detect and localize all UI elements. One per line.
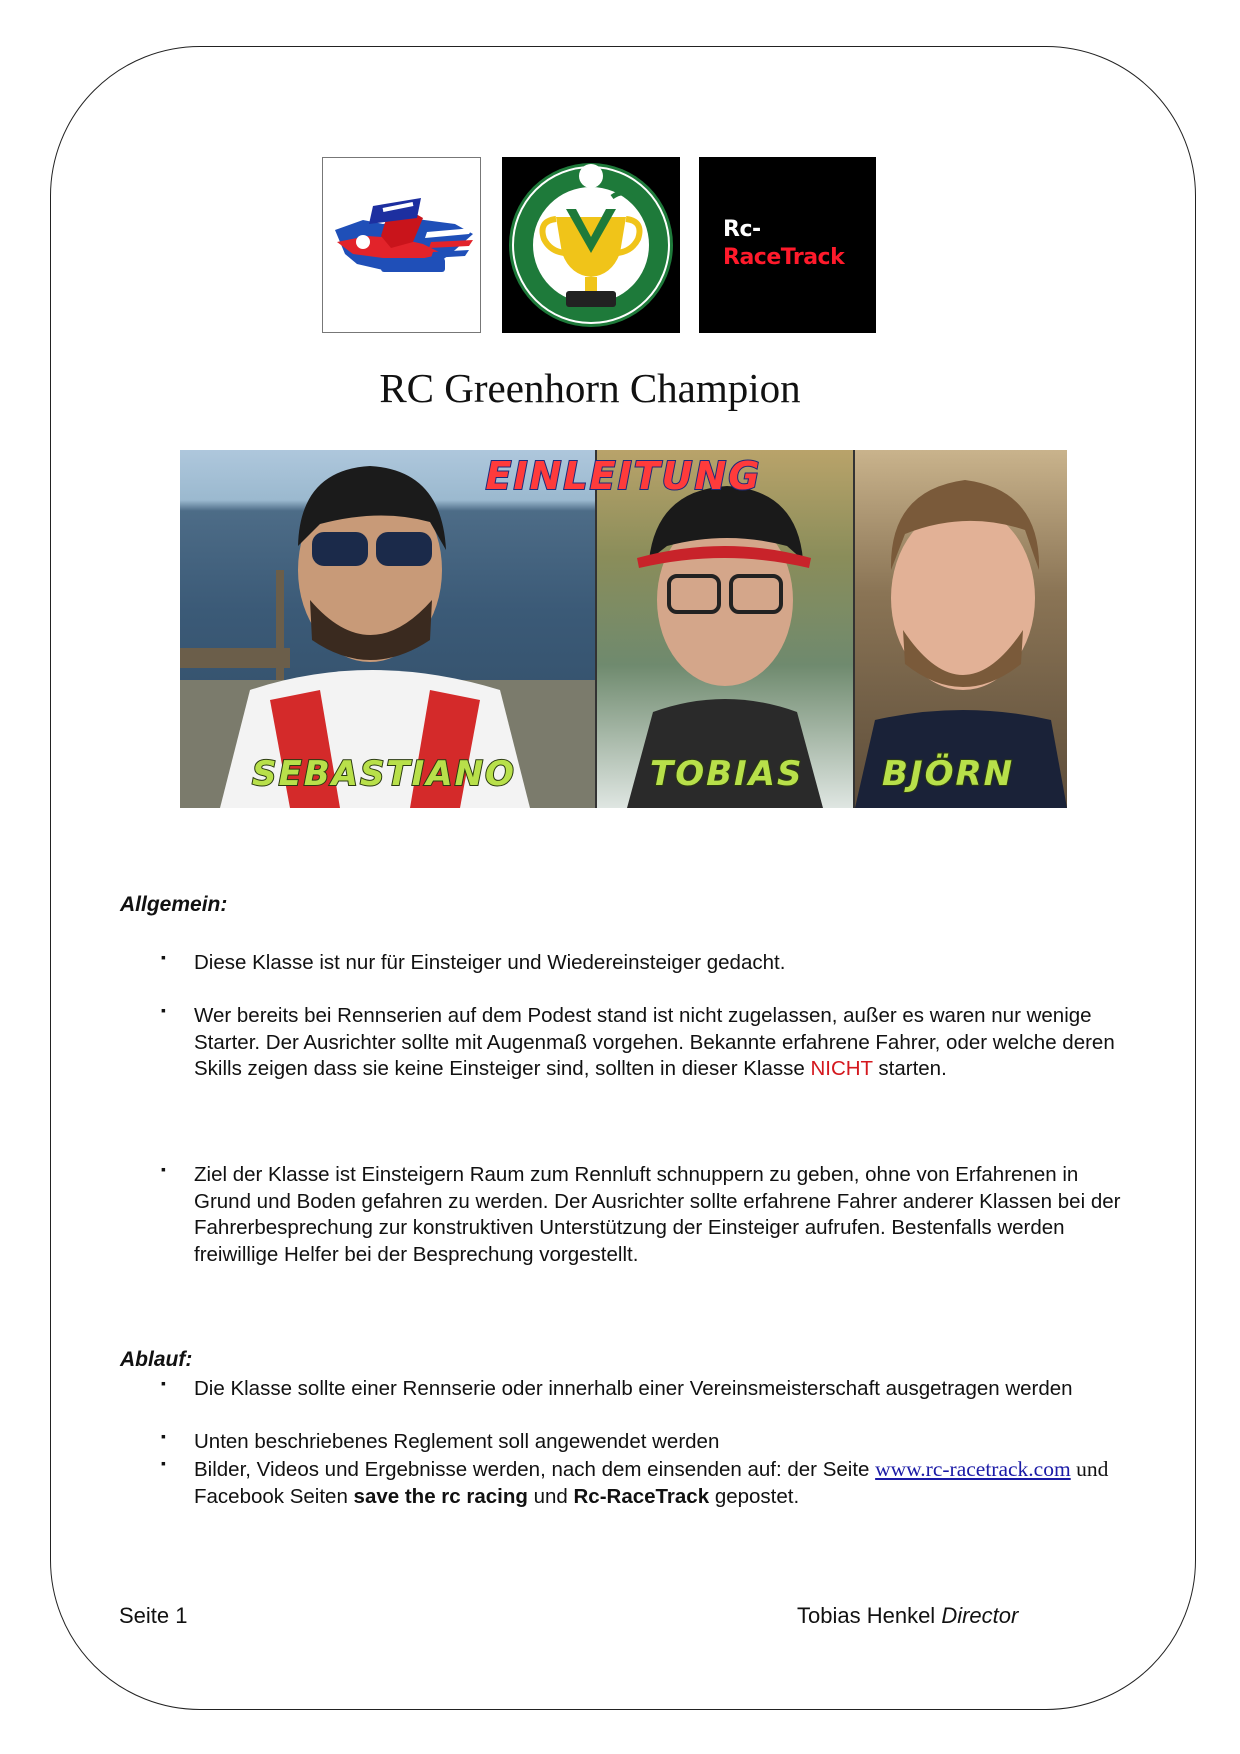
- banner-name-sebastiano: SEBASTIANO: [252, 754, 516, 794]
- rc-greenhorn-champion-trophy-icon: [502, 157, 680, 333]
- save-the-rc-racing-logo: [322, 157, 481, 333]
- list-item-text: Unten beschriebenes Reglement soll angewendet werden: [194, 1430, 720, 1453]
- list-item-text: [194, 1456, 1134, 1510]
- bullet-icon: ▪: [161, 1455, 166, 1471]
- footer-signature: [797, 1603, 1018, 1629]
- list-item-text-part: Bilder, Videos und Ergebnisse werden, nach dem einsenden auf: der Seite: [194, 1458, 876, 1481]
- facebook-page-rc-racetrack: Rc-RaceTrack: [573, 1484, 710, 1508]
- list-item-text: Diese Klasse ist nur für Einsteiger und Wiedereinsteiger gedacht.: [194, 951, 786, 974]
- rc-racetrack-logo-line2: RaceTrack: [723, 245, 845, 270]
- rc-greenhorn-champion-logo: [502, 157, 680, 333]
- list-item-text: Ziel der Klasse ist Einsteigern Raum zum Rennluft schnuppern zu geben, ohne von Erfahrenen in Grund und Boden gefahren zu werden. Der Ausrichter sollte erfahrene Fahrer anderer Klassen bei der Fahrerbesprechung zur konstruktiven Unterstützung der Einsteiger aufrufen. Bestenfalls werden freiwillige Helfer bei der Besprechung vorgestellt.: [194, 1163, 1121, 1266]
- bullet-icon: ▪: [161, 949, 166, 965]
- highlight-nicht: NICHT: [810, 1057, 873, 1080]
- list-item-text: [194, 1003, 1134, 1083]
- bullet-icon: ▪: [161, 1002, 166, 1018]
- footer-author: Tobias Henkel: [797, 1603, 936, 1628]
- website-link[interactable]: www.rc-racetrack.com: [875, 1457, 1071, 1481]
- document-title: RC Greenhorn Champion: [379, 365, 801, 411]
- rc-racetrack-logo: [699, 157, 876, 333]
- bullet-icon: ▪: [161, 1428, 166, 1444]
- list-item-text-part: starten.: [872, 1057, 947, 1080]
- rc-racetrack-logo-line1: Rc-: [723, 217, 761, 242]
- list-item-text: Die Klasse sollte einer Rennserie oder innerhalb einer Vereinsmeisterschaft ausgetragen werden: [194, 1377, 1073, 1400]
- list-item-text-part: und: [527, 1484, 574, 1508]
- bullet-icon: ▪: [161, 1161, 166, 1177]
- list-item-text-part: Facebook Seiten: [194, 1484, 354, 1508]
- banner-heading: EINLEITUNG: [485, 454, 762, 498]
- page-number: Seite 1: [119, 1603, 188, 1628]
- allgemein-heading: Allgemein:: [120, 893, 228, 916]
- banner-name-tobias: TOBIAS: [650, 754, 804, 794]
- intro-banner: [180, 450, 1067, 808]
- save-the-rc-racing-logo-icon: [323, 158, 480, 332]
- banner-name-bjoern: BJÖRN: [882, 754, 1015, 794]
- facebook-page-save-the-rc-racing: save the rc racing: [353, 1484, 528, 1508]
- footer-role: Director: [941, 1603, 1019, 1628]
- list-item-text-part: Wer bereits bei Rennserien auf dem Podest stand ist nicht zugelassen, außer es waren nur wenige Starter. Der Ausrichter sollte mit Augenmaß vorgehen. Bekannte erfahrene Fahrer, oder welche deren Skills zeigen dass sie keine Einsteiger sind, sollten in dieser Klasse: [194, 1004, 1115, 1080]
- ablauf-heading: Ablauf:: [120, 1348, 193, 1371]
- list-item-text-part: gepostet.: [709, 1484, 800, 1508]
- list-item-text-part: und: [1070, 1457, 1109, 1481]
- bullet-icon: ▪: [161, 1375, 166, 1391]
